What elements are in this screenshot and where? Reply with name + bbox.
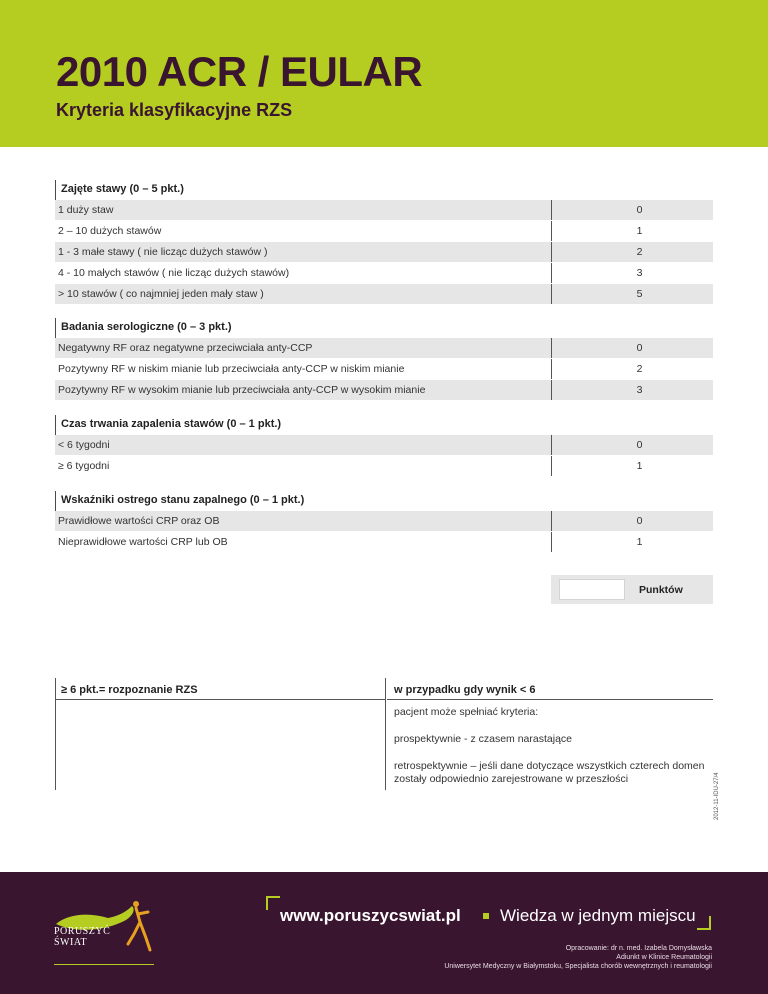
section-duration: [55, 415, 713, 477]
row-label: Pozytywny RF w wysokim mianie lub przeciwciała anty-CCP w wysokim mianie: [58, 384, 426, 396]
diagnosis-text: retrospektywnie – jeśli dane dotyczące wszystkich czterech domen zostały odpowiednio zarejestrowane w przeszłości: [394, 760, 705, 785]
row-label: 2 – 10 dużych stawów: [58, 225, 162, 237]
row-points: 2: [636, 363, 643, 375]
row-label: > 10 stawów ( co najmniej jeden mały staw ): [58, 288, 264, 300]
row-label: Prawidłowe wartości CRP oraz OB: [58, 515, 220, 527]
row-label: < 6 tygodni: [58, 439, 110, 451]
row-points: 2: [636, 246, 643, 258]
section-inflammation: [55, 491, 713, 553]
page-subtitle: Kryteria klasyfikacyjne RZS: [56, 100, 293, 120]
row-label: ≥ 6 tygodni: [58, 460, 110, 472]
section-heading: Czas trwania zapalenia stawów (0 – 1 pkt.): [55, 415, 713, 435]
row-points: 0: [636, 439, 643, 451]
row-points: 5: [636, 288, 643, 300]
header-band: [0, 0, 768, 147]
section-joints: [55, 180, 713, 305]
bracket-decoration: [266, 896, 280, 910]
diagnosis-positive: [55, 678, 386, 790]
slogan: Wiedza w jednym miejscu: [500, 906, 696, 925]
table-row: [55, 456, 713, 476]
table-row: [55, 263, 713, 283]
score-field[interactable]: [559, 579, 625, 600]
row-points: 1: [636, 536, 643, 548]
footer: [0, 872, 768, 994]
row-label: Nieprawidłowe wartości CRP lub OB: [58, 536, 228, 548]
section-serology: [55, 318, 713, 401]
row-points: 0: [636, 204, 643, 216]
page-title: 2010 ACR / EULAR: [56, 48, 423, 95]
diagnosis-negative: [387, 678, 713, 790]
score-label: Punktów: [639, 584, 683, 596]
table-row: [55, 221, 713, 241]
section-heading: Wskaźniki ostrego stanu zapalnego (0 – 1 pkt.): [55, 491, 713, 511]
row-points: 0: [636, 515, 643, 527]
diagnosis-text: prospektywnie - z czasem narastające: [394, 733, 572, 745]
row-points: 1: [636, 460, 643, 472]
website-link[interactable]: www.poruszycswiat.pl: [280, 906, 461, 925]
row-label: Pozytywny RF w niskim mianie lub przeciwciała anty-CCP w niskim mianie: [58, 363, 405, 375]
row-points: 3: [636, 384, 643, 396]
table-row: [55, 284, 713, 304]
credits: Opracowanie: dr n. med. Izabela Domysławska Adiunkt w Klinice Reumatologii Uniwersytet Medyczny w Białymstoku, Specjalista chorób wewnętrznych i reumatologii: [444, 945, 712, 970]
row-label: 1 - 3 małe stawy ( nie licząc dużych stawów ): [58, 246, 268, 258]
row-points: 3: [636, 267, 643, 279]
logo-text: PORUSZYĆ ŚWIAT: [54, 926, 111, 948]
section-heading: Zajęte stawy (0 – 5 pkt.): [55, 180, 713, 200]
document-code: 2012-11-IDU-27/4: [714, 772, 720, 820]
separator-dot: [483, 913, 489, 919]
table-row: [55, 242, 713, 262]
table-row: [55, 435, 713, 455]
bracket-decoration: [697, 916, 711, 930]
score-box: [551, 575, 713, 604]
row-points: 1: [636, 225, 643, 237]
row-points: 0: [636, 342, 643, 354]
diagnosis-positive-heading: ≥ 6 pkt.= rozpoznanie RZS: [56, 678, 385, 700]
table-row: [55, 200, 713, 220]
table-row: [55, 359, 713, 379]
logo-underline: [54, 964, 154, 965]
table-row: [55, 511, 713, 531]
row-label: 4 - 10 małych stawów ( nie licząc dużych stawów): [58, 267, 290, 279]
diagnosis-text: pacjent może spełniać kryteria:: [394, 706, 539, 718]
table-row: [55, 338, 713, 358]
row-label: 1 duży staw: [58, 204, 114, 216]
row-label: Negatywny RF oraz negatywne przeciwciała anty-CCP: [58, 342, 313, 354]
table-row: [55, 380, 713, 400]
section-heading: Badania serologiczne (0 – 3 pkt.): [55, 318, 713, 338]
diagnosis-negative-heading: w przypadku gdy wynik < 6: [387, 678, 713, 700]
table-row: [55, 532, 713, 552]
